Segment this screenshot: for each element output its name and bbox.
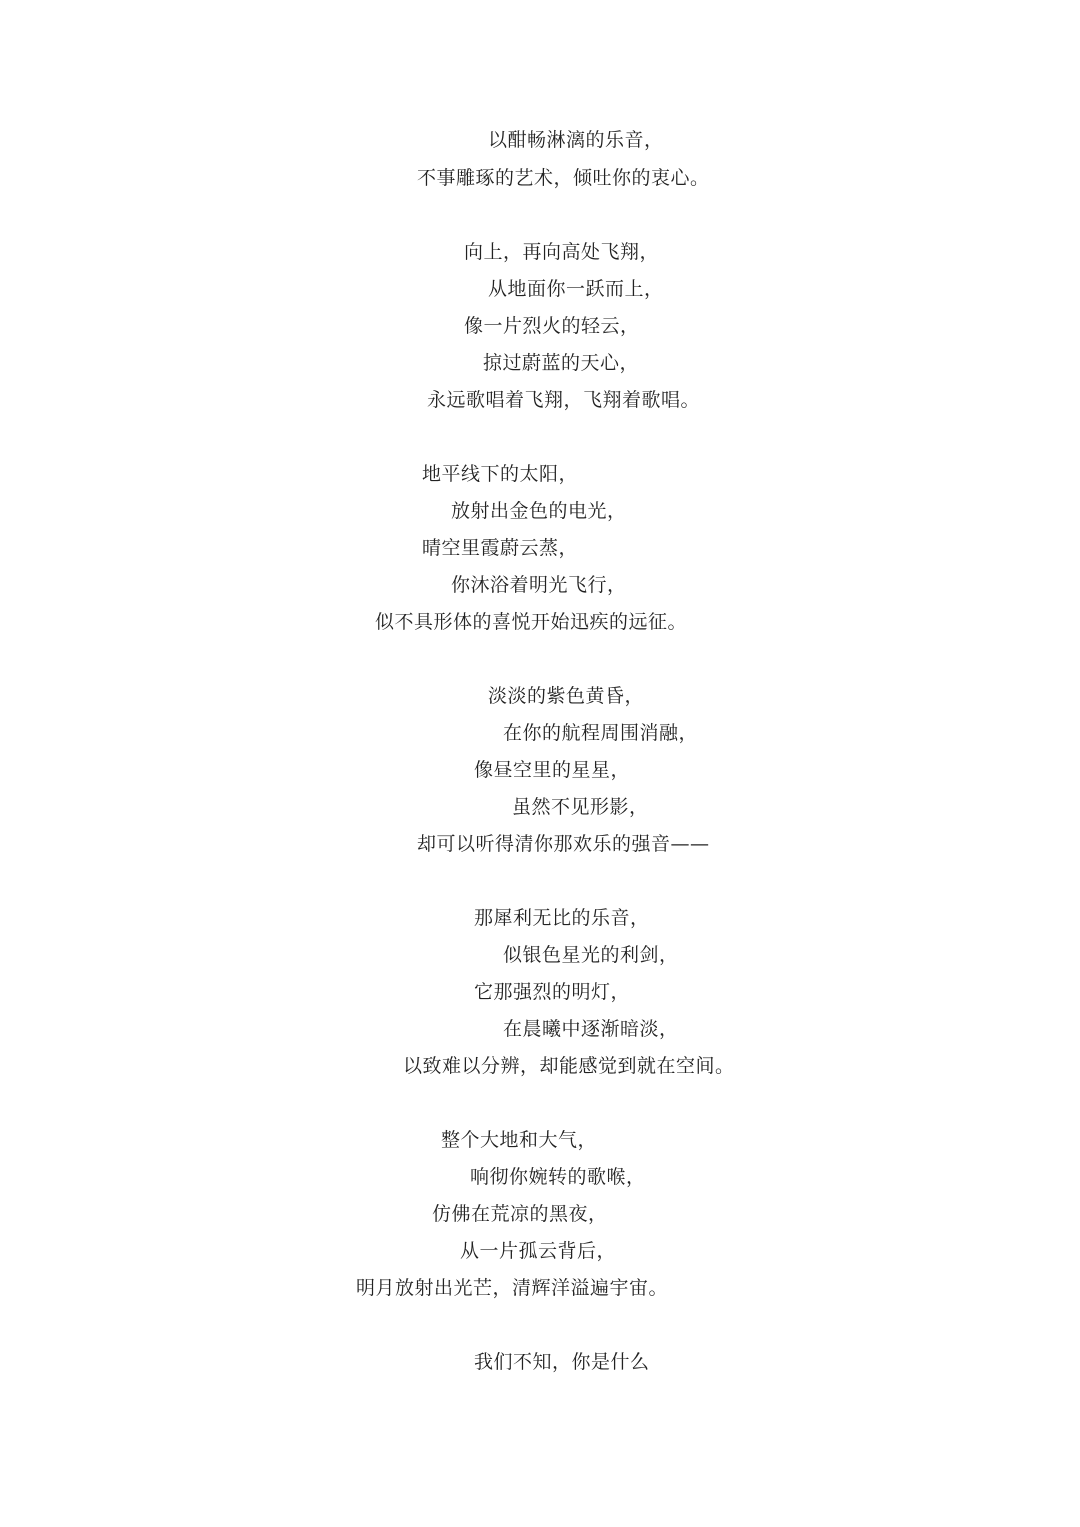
poem-line: 似不具形体的喜悦开始迅疾的远征。: [375, 611, 688, 633]
poem-line: 从一片孤云背后，: [460, 1240, 617, 1262]
poem-line: 淡淡的紫色黄昏，: [488, 685, 645, 707]
poem-line: 它那强烈的明灯，: [474, 981, 631, 1003]
poem-line: 响彻你婉转的歌喉，: [470, 1166, 646, 1188]
poem-line: 向上，再向高处飞翔，: [464, 241, 660, 263]
poem-line: 以致难以分辨，却能感觉到就在空间。: [403, 1055, 735, 1077]
poem-line: 放射出金色的电光，: [451, 500, 627, 522]
poem-line: 地平线下的太阳，: [422, 463, 579, 485]
poem-line: 虽然不见形影，: [512, 796, 649, 818]
poem-line: 仿佛在荒凉的黑夜，: [432, 1203, 608, 1225]
poem-line: 像一片烈火的轻云，: [464, 315, 640, 337]
poem-line: 永远歌唱着飞翔，飞翔着歌唱。: [427, 389, 701, 411]
poem-line: 我们不知，你是什么: [474, 1351, 650, 1373]
poem-line: 在你的航程周围消融，: [503, 722, 699, 744]
poem-line: 像昼空里的星星，: [474, 759, 631, 781]
poem-line: 不事雕琢的艺术，倾吐你的衷心。: [417, 167, 710, 189]
poem-line: 晴空里霞蔚云蒸，: [422, 537, 579, 559]
poem-line: 那犀利无比的乐音，: [474, 907, 650, 929]
poem-line: 却可以听得清你那欢乐的强音——: [417, 833, 710, 855]
poem-line: 从地面你一跃而上，: [488, 278, 664, 300]
poem-line: 以酣畅淋漓的乐音，: [488, 129, 664, 151]
poem-line: 在晨曦中逐渐暗淡，: [503, 1018, 679, 1040]
poem-line: 掠过蔚蓝的天心，: [483, 352, 640, 374]
poem-line: 明月放射出光芒，清辉洋溢遍宇宙。: [356, 1277, 669, 1299]
poem-line: 你沐浴着明光飞行，: [451, 574, 627, 596]
poem-line: 似银色星光的利剑，: [503, 944, 679, 966]
poem-line: 整个大地和大气，: [441, 1129, 598, 1151]
